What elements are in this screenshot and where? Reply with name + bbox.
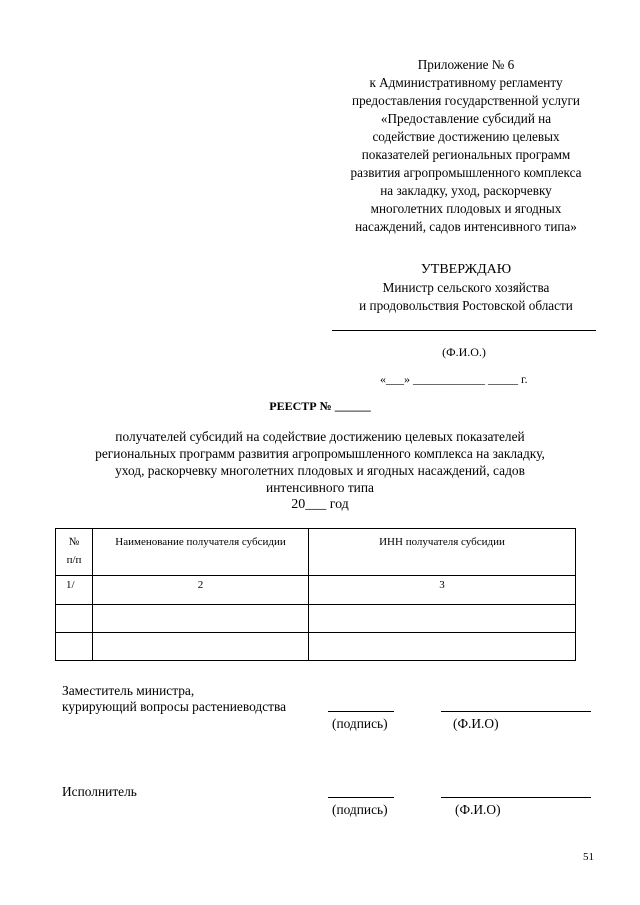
approval-signature-line[interactable]: [332, 330, 596, 331]
table-cell[interactable]: [56, 605, 93, 633]
table-row: [56, 605, 576, 633]
column-number-2: 2: [197, 579, 204, 591]
appendix-line: насаждений, садов интенсивного типа»: [355, 219, 577, 234]
approval-title: УТВЕРЖДАЮ: [420, 262, 512, 277]
table-cell: [56, 576, 93, 605]
approval-position: Министр сельского хозяйства: [382, 280, 550, 295]
deputy-signature-line[interactable]: [328, 711, 394, 712]
appendix-line: на закладку, уход, раскорчевку: [380, 183, 552, 198]
executor-signature-line[interactable]: [328, 797, 394, 798]
page-number: 51: [583, 851, 594, 863]
deputy-fio-line[interactable]: [441, 711, 591, 712]
table-cell[interactable]: [93, 605, 309, 633]
registry-table: [55, 528, 576, 661]
table-row: [56, 633, 576, 661]
approval-block: [318, 261, 614, 315]
table-cell: [93, 576, 309, 605]
header-cell: [309, 529, 576, 576]
table-header-row: [56, 529, 576, 576]
registry-subtitle: [40, 428, 600, 513]
registry-subtitle-line: региональных программ развития агропромышленного комплекса на закладку,: [95, 446, 545, 461]
registry-title: РЕЕСТР № ______: [269, 399, 371, 413]
appendix-line: развития агропромышленного комплекса: [350, 165, 582, 180]
executor-fio-line[interactable]: [441, 797, 591, 798]
executor-fio-caption: (Ф.И.О): [455, 802, 501, 817]
deputy-title-line2: курирующий вопросы растениеводства: [62, 699, 287, 714]
column-number-3: 3: [439, 579, 445, 591]
deputy-fio-caption: (Ф.И.О): [453, 716, 499, 731]
approval-fio-caption: (Ф.И.О.): [442, 345, 486, 359]
deputy-signature-caption: (подпись): [332, 716, 388, 731]
table-cell: [309, 576, 576, 605]
registry-subtitle-line: интенсивного типа: [266, 480, 374, 495]
registry-subtitle-line: уход, раскорчевку многолетних плодовых и ягодных насаждений, садов: [115, 463, 525, 478]
registry-year: 20___ год: [291, 497, 349, 512]
header-inn: ИНН получателя субсидии: [379, 536, 505, 548]
appendix-header: [318, 56, 614, 236]
appendix-line: Приложение № 6: [417, 57, 515, 72]
deputy-title-line1: Заместитель министра,: [62, 683, 195, 698]
table-cell[interactable]: [93, 633, 309, 661]
executor-label: Исполнитель: [62, 784, 137, 799]
appendix-line: предоставления государственной услуги: [352, 93, 580, 108]
header-recipient-name: Наименование получателя субсидии: [115, 536, 286, 548]
appendix-line: показателей региональных программ: [361, 147, 571, 162]
header-number: № п/п: [66, 536, 82, 566]
registry-subtitle-line: получателей субсидий на содействие достижению целевых показателей: [115, 429, 525, 444]
appendix-line: многолетних плодовых и ягодных: [370, 201, 562, 216]
table-cell[interactable]: [56, 633, 93, 661]
header-cell: [56, 529, 93, 576]
approval-date-field[interactable]: «___» ____________ _____ г.: [380, 372, 528, 386]
approval-organization: и продовольствия Ростовской области: [359, 298, 573, 313]
column-number-1: 1/: [66, 579, 75, 591]
table-cell[interactable]: [309, 605, 576, 633]
executor-signature-caption: (подпись): [332, 802, 388, 817]
appendix-line: содействие достижению целевых: [372, 129, 560, 144]
appendix-line: к Административному регламенту: [369, 75, 563, 90]
table-cell[interactable]: [309, 633, 576, 661]
table-numbering-row: [56, 576, 576, 605]
header-cell: [93, 529, 309, 576]
appendix-line: «Предоставление субсидий на: [380, 111, 552, 126]
